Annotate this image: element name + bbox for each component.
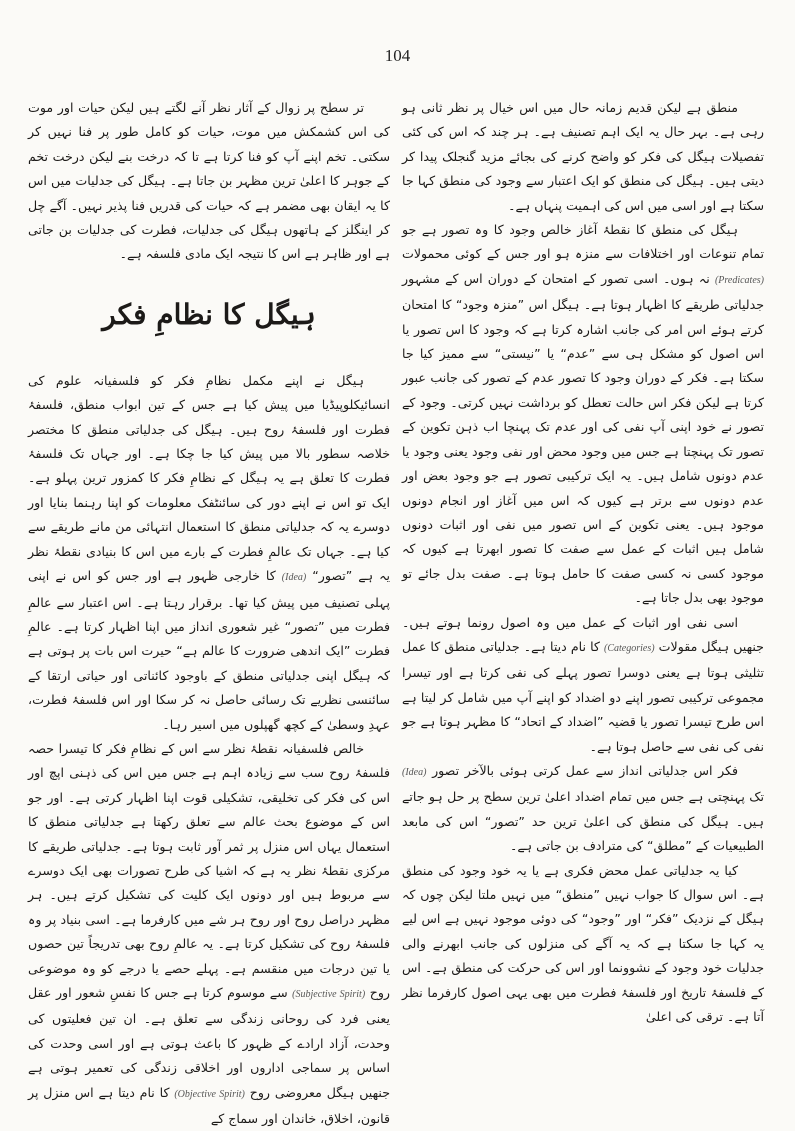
- left-column: [28, 96, 390, 1127]
- right-column: [402, 96, 764, 1066]
- paragraph: [28, 737, 390, 1131]
- paragraph-text: کا خارجی ظہور ہے اور جس کو اس نے اپنی پہلی تصنیف میں پیش کیا تھا۔ برقرار رہتا ہے۔ اس اعتبار سے عالمِ فطرت میں ”تصور“ غیر شعوری انداز میں اپنا اظہار کرتا ہے۔ عالمِ فطرت ”ایک اندھی ضرورت کا عالم ہے“ حیرت اس بات پر ہوتی ہے کہ ہیگل اپنی جدلیاتی منطق کے باوجود کائناتی اور حیاتی ارتقا کے سائنسی نظریے تک رسائی حاصل نہ کر سکا اور اس فلسفۂ فطرت، عہدِ وسطیٰ کے کچھ گھپلوں میں اسیر رہا۔: [28, 568, 390, 732]
- page-number: 104: [384, 46, 411, 65]
- paragraph-text: اسی نفی اور اثبات کے عمل میں وہ اصول رونما ہوتے ہیں۔ جنھیں ہیگل مقولات: [402, 614, 764, 654]
- paragraph-text: ہیگل نے اپنے مکمل نظامِ فکر کو فلسفیانہ علوم کی انسائیکلوپیڈیا میں پیش کیا ہے جس کے تین ابواب منطق، فلسفۂ فطرت اور فلسفۂ روح ہیں۔ ہیگل کی جدلیاتی منطق کا مختصر خلاصہ سطور بالا میں پیش کیا جا چکا ہے۔ اور جہاں تک فلسفۂ فطرت کا تعلق ہے یہ ہیگل کے نظامِ فکر کا کمزور ترین پہلو ہے۔ ایک تو اس نے اپنے دور کی سائنٹفک معلومات کو اپنا رہنما بنایا اور دوسرے یہ کہ جدلیاتی منطق کا استعمال انتہائی من مانے طریقے سے کیا ہے۔ جہاں تک عالمِ فطرت کے بارے میں اس کا بنیادی نقطۂ نظر یہ ہے ”تصور“: [28, 372, 390, 584]
- paragraph: [402, 859, 764, 1030]
- paragraph: [402, 218, 764, 611]
- paragraph: [402, 759, 764, 859]
- paragraph-text: تر سطح پر زوال کے آثار نظر آنے لگتے ہیں لیکن حیات اور موت کی اس کشمکش میں موت، حیات کو کامل طور پر فنا نہیں کر سکتی۔ تخم اپنے آپ کو فنا کرتا ہے تا کہ درخت بنے لیکن درخت تخم کے جوہر کا اعلیٰ ترین مظہر بن جاتا ہے۔ ہیگل کی جدلیات میں اس کا یہ ایقان بھی مضمر ہے کہ حیات کی قدریں فنا پذیر نہیں۔ آگے چل کر اینگلز کے ہاتھوں ہیگل کی جدلیات، فطرت کی جدلیات بن جاتی ہے اور ظاہر ہے اس کا نتیجہ ایک مادی فلسفہ ہے۔: [28, 100, 390, 262]
- paragraph-text: فکر اس جدلیاتی انداز سے عمل کرتی ہوئی بالآخر تصور: [432, 762, 738, 778]
- paragraph-text: خالص فلسفیانہ نقطۂ نظر سے اس کے نظامِ فکر کا تیسرا حصہ فلسفۂ روح سب سے زیادہ اہم ہے جس میں اس کی ذہنی اپچ اور اس کی فکر کی تخلیقی، تشکیلی قوت اپنا اظہار کرتی ہے۔ اور جو اس کے موضوع بحث عالم سے تعلق رکھتا ہے جدلیاتی منطق کا استعمال یہاں اس منزل پر ثمر آور ثابت ہوتا ہے۔ جدلیاتی طریقے کا مرکزی نقطۂ نظر یہ ہے کہ اشیا کی طرح تصورات بھی ایک دوسرے سے مربوط ہیں اور دونوں ایک کلیت کی تشکیل کرتے ہیں۔ ہر مظہر دراصل روح اور روح ہر شے میں کارفرما ہے۔ اسی بنیاد پر وہ فلسفۂ روح کی تشکیل کرتا ہے۔ یہ عالمِ روح بھی تدریجاً تین حصوں یا تین درجات میں منقسم ہے۔ پہلے حصے یا درجے کو وہ موضوعی روح: [28, 740, 390, 1000]
- english-term: (Subjective Spirit): [292, 989, 366, 1000]
- paragraph-text: نہ ہوں۔ اسی تصور کے امتحان کے دوران اس کے مشہور جدلیاتی طریقے کا اظہار ہوتا ہے۔ ہیگل اس ”منزہ وجود“ کا امتحان کرتے ہوئے اس امر کی جانب اشارہ کرتا ہے کہ وجود کا اس تصور یا اس اصول کو مشکل ہی سے ”عدم“ یا ”نیستی“ سے ممیز کیا جا سکتا ہے۔ فکر کے دوران وجود کا تصور عدم کے تصور کی جانب عبور کرتا ہے لیکن فکر اس حالت تعطل کو برداشت نہیں کرتی۔ وجود کے تصور نے خود اپنی آپ نفی کی اور عدم تک پہنچا اب ذہن تکوین کے تصور تک پہنچتا ہے جس میں وجود محض اور نفی وجود یعنی وجود یا عدم دونوں شامل ہیں۔ یہ ایک ترکیبی تصور ہے جو وجود بعض اور عدم دونوں سے برتر ہے کیوں کہ اس میں آغاز اور انجام دونوں موجود ہیں۔ یعنی تکوین کے اس تصور میں نفی اور اثبات دونوں شامل ہیں اثبات کے عمل سے صفت کا تصور ابھرتا ہے کیوں کہ موجود کسی نہ کسی صفت کا حامل ہوتا ہے۔ صفت بدل جائے تو موجود بھی بدل جاتا ہے۔: [402, 270, 764, 606]
- paragraph: [402, 96, 764, 218]
- english-term: (Idea): [281, 572, 307, 584]
- paragraph-text: سے موسوم کرتا ہے جس کا نفسِ شعور اور عقل یعنی فرد کی روحانی زندگی سے تعلق ہے۔ ان تین فعلیتوں کی وحدت، آزاد ارادے کے ظہور کا باعث ہوتی ہے اور اسی وحدت کی اساس پر سماجی اداروں اور اخلاقی زندگی کی تعمیر ہوتی ہے جنھیں ہیگل معروضی روح: [28, 985, 390, 1100]
- paragraph: [28, 369, 390, 737]
- english-term: (Categories): [604, 642, 655, 654]
- paragraph-text: تک پہنچتی ہے جس میں تمام اضداد اعلیٰ ترین سطح پر حل ہو جاتے ہیں۔ ہیگل کی منطق کی اعلیٰ ترین حد ”تصور“ اس کی مابعد الطبیعیات کے ”مطلق“ کی مترادف بن جاتی ہے۔: [402, 789, 764, 854]
- paragraph-text: کا نام دیتا ہے۔ جدلیاتی منطق کا عمل تثلیثی ہوتا ہے یعنی دوسرا تصور پہلے کی نفی کرتا ہے اور تیسرا مجموعی ترکیبی تصور اپنے دو اضداد کو اپنے آپ میں شامل کر لیتا ہے اس طرح تیسرا تصور یا قضیہ ”اضداد کے اتحاد“ کا مظہر ہوتا ہے جو نفی کی نفی سے حاصل ہوتا ہے۔: [402, 638, 764, 754]
- paragraph-text: کا نام دیتا ہے اس منزل پر قانون، اخلاق، خاندان اور سماج کے: [28, 1084, 390, 1127]
- english-term: (Idea): [402, 766, 427, 778]
- english-term: (Objective Spirit): [174, 1088, 245, 1100]
- paragraph-text: منطق ہے لیکن قدیم زمانہ حال میں اس خیال پر نظر ثانی ہو رہی ہے۔ بہر حال یہ ایک اہم تصنیف ہے۔ ہر چند کہ اس کی کئی تفصیلات ہیگل کی فکر کو واضح کرنے کی بجائے مزید گنجلک پیدا کر دیتی ہیں۔ ہیگل کی منطق کو ایک اعتبار سے وجود کی منطق کہا جا سکتا ہے اور اسی میں اس کی اہمیت پنہاں ہے۔: [402, 100, 764, 213]
- paragraph-text: کیا یہ جدلیاتی عمل محض فکری ہے یا یہ خود وجود کی منطق ہے۔ اس سوال کا جواب نہیں ”منطق“ میں نہیں ملتا لیکن چوں کہ ہیگل کے نزدیک ”فکر“ اور ”وجود“ کی دوئی موجود نہیں ہے اس لیے یہ کہا جا سکتا ہے کہ یہ آگے کی منزلوں کی جانب ابھرنے والی جدلیات خود وجود کے نشوونما اور اس کی حرکت کی منطق ہے۔ اس کے فلسفۂ تاریخ اور فلسفۂ فطرت میں بھی یہی اصول کارفرما نظر آتا ہے۔ ترقی کی اعلیٰ: [402, 862, 764, 1025]
- section-heading: ہیگل کا نظامِ فکر: [102, 297, 316, 331]
- paragraph: [402, 611, 764, 759]
- english-term: (Predicates): [714, 274, 764, 286]
- paragraph: [28, 96, 390, 267]
- paragraph-text: ہیگل کی منطق کا نقطۂ آغاز خالص وجود کا وہ تصور ہے جو تمام تنوعات اور اختلافات سے منزہ ہو اور جس کے کوئی محمولات: [402, 222, 764, 262]
